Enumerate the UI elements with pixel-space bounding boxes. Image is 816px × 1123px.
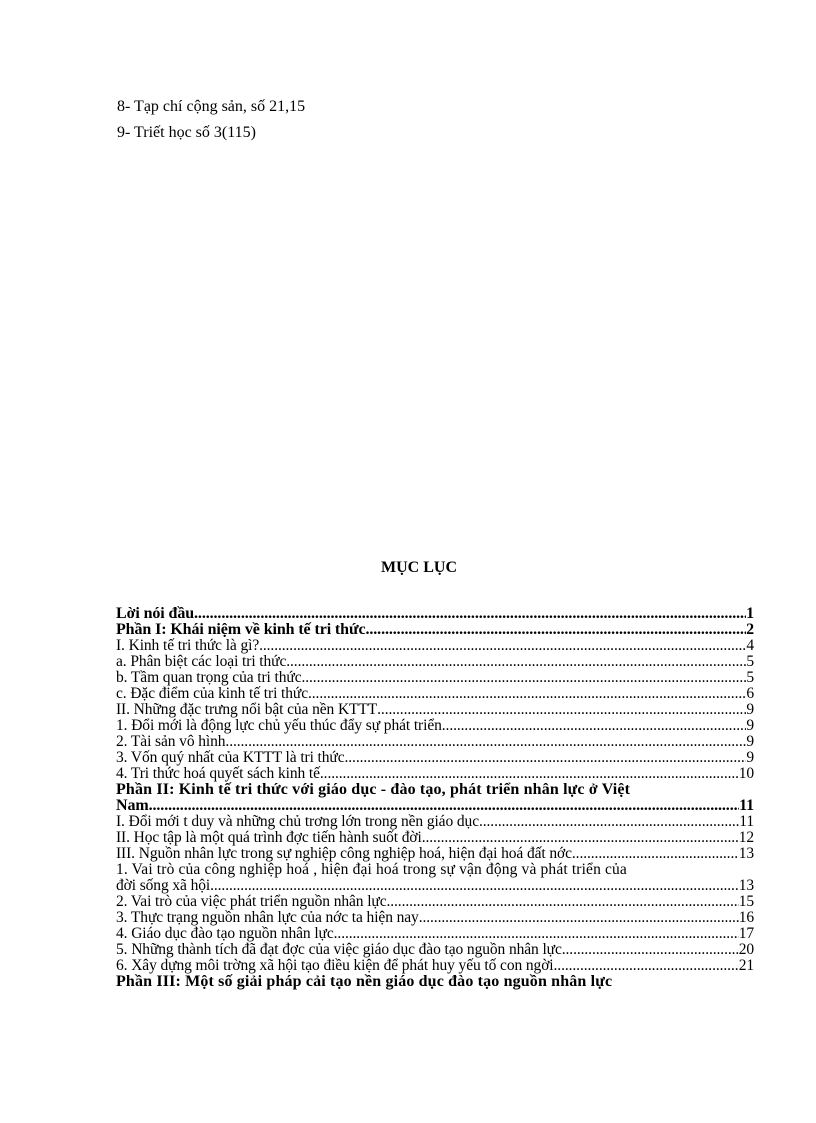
toc-dot-leader <box>442 718 747 734</box>
toc-entry <box>116 798 754 814</box>
toc-entry-page: 20 <box>738 942 754 958</box>
toc-dot-leader <box>377 702 746 718</box>
toc-entry-page: 2 <box>746 622 754 638</box>
toc-dot-leader <box>479 814 739 830</box>
toc-entry-label: Phần I: Khái niệm về kinh tế tri thức <box>116 622 366 638</box>
toc-entry-page: 11 <box>739 814 754 830</box>
toc-dot-leader <box>572 846 739 862</box>
toc-entry-label: Phần III: Một số giải pháp cải tạo nền giáo dục đào tạo nguồn nhân lực <box>116 974 613 990</box>
toc-entry <box>116 654 754 670</box>
toc-entry-label: 4. Tri thức hoá quyết sách kinh tế <box>116 766 320 782</box>
toc-entry-page: 12 <box>738 830 754 846</box>
toc-entry <box>116 974 754 990</box>
toc-dot-leader <box>345 750 747 766</box>
toc-entry-label: c. Đặc điểm của kinh tế tri thức <box>116 686 308 702</box>
toc-entry-page: 9 <box>746 734 754 750</box>
toc-entry-page: 10 <box>738 766 754 782</box>
toc-dot-leader <box>386 894 738 910</box>
toc-entry <box>116 638 754 654</box>
toc-entry-page: 9 <box>746 750 754 766</box>
table-of-contents <box>116 606 754 990</box>
toc-dot-leader <box>334 926 739 942</box>
toc-entry-page: 15 <box>738 894 754 910</box>
toc-entry-label: 2. Tài sản vô hình <box>116 734 226 750</box>
toc-dot-leader <box>225 734 746 750</box>
toc-title: MỤC LỤC <box>381 559 457 576</box>
toc-entry-page: 17 <box>738 926 754 942</box>
toc-entry-label: 5. Những thành tích đã đạt đợc của việc giáo dục đào tạo nguồn nhân lực <box>116 942 562 958</box>
toc-entry <box>116 862 754 878</box>
toc-entry-label: 2. Vai trò của việc phát triển nguồn nhân lực <box>116 894 387 910</box>
reference-item-8: 8- Tạp chí cộng sản, số 21,15 <box>117 98 306 115</box>
toc-entry-label: a. Phân biệt các loại tri thức <box>116 654 287 670</box>
toc-entry-page: 5 <box>746 670 754 686</box>
toc-entry-label: 3. Vốn quý nhất của KTTT là tri thức <box>116 750 345 766</box>
toc-entry-label: I. Kinh tế tri thức là gì? <box>116 638 260 654</box>
toc-entry <box>116 958 754 974</box>
toc-dot-leader <box>422 830 739 846</box>
toc-entry-page: 16 <box>738 910 754 926</box>
toc-entry-label: 1. Đổi mới là động lực chủ yếu thúc đẩy sự phát triển <box>116 718 442 734</box>
toc-entry-page: 11 <box>739 798 754 814</box>
toc-dot-leader <box>286 654 746 670</box>
toc-dot-leader <box>562 942 739 958</box>
toc-dot-leader <box>259 638 746 654</box>
toc-dot-leader <box>320 766 739 782</box>
toc-entry-page: 21 <box>738 958 754 974</box>
toc-entry-page: 9 <box>746 702 754 718</box>
toc-entry <box>116 782 754 798</box>
toc-entry-page: 1 <box>746 606 754 622</box>
toc-entry-label: II. Học tập là một quá trình đợc tiến hành suốt đời <box>116 830 422 846</box>
toc-entry-label: I. Đổi mới t duy và những chủ trơng lớn trong nền giáo dục <box>116 814 479 830</box>
toc-dot-leader <box>149 798 739 814</box>
toc-entry <box>116 750 754 766</box>
toc-entry <box>116 878 754 894</box>
toc-dot-leader <box>308 686 746 702</box>
toc-entry-label: 4. Giáo dục đào tạo nguồn nhân lực <box>116 926 334 942</box>
toc-entry-label: 6. Xây dựng môi trờng xã hội tạo điều kiện để phát huy yếu tố con ngời <box>116 958 554 974</box>
toc-entry-label: III. Nguồn nhân lực trong sự nghiệp công nghiệp hoá, hiện đại hoá đất nớc <box>116 846 572 862</box>
toc-entry <box>116 894 754 910</box>
toc-entry-label: 1. Vai trò của công nghiệp hoá , hiện đại hoá trong sự vận động và phát triển của <box>116 862 627 878</box>
toc-entry <box>116 686 754 702</box>
toc-dot-leader <box>554 958 739 974</box>
reference-item-9: 9- Triết học số 3(115) <box>117 124 256 141</box>
toc-entry-label: Lời nói đầu <box>116 606 195 622</box>
toc-entry <box>116 734 754 750</box>
toc-entry-page: 9 <box>746 718 754 734</box>
toc-entry-page: 13 <box>738 878 754 894</box>
toc-entry-page: 5 <box>746 654 754 670</box>
toc-entry <box>116 830 754 846</box>
toc-entry <box>116 910 754 926</box>
toc-entry <box>116 702 754 718</box>
toc-entry-label: II. Những đặc trưng nổi bật của nền KTTT <box>116 702 378 718</box>
toc-entry-page: 13 <box>738 846 754 862</box>
toc-entry <box>116 846 754 862</box>
toc-entry-label: đời sống xã hội <box>116 878 211 894</box>
toc-dot-leader <box>419 910 739 926</box>
toc-entry <box>116 606 754 622</box>
toc-entry-label: Nam <box>116 798 149 814</box>
toc-entry <box>116 942 754 958</box>
reference-list <box>117 98 717 150</box>
toc-entry-page: 4 <box>746 638 754 654</box>
toc-entry <box>116 926 754 942</box>
toc-entry <box>116 718 754 734</box>
toc-entry-label: Phần II: Kinh tế tri thức với giáo dục - đào tạo, phát triển nhân lực ở Việt <box>116 782 631 798</box>
toc-dot-leader <box>365 622 746 638</box>
toc-entry <box>116 622 754 638</box>
toc-entry-label: 3. Thực trạng nguồn nhân lực của nớc ta hiện nay <box>116 910 419 926</box>
toc-dot-leader <box>210 878 739 894</box>
toc-entry-label: b. Tầm quan trọng của tri thức <box>116 670 302 686</box>
toc-dot-leader <box>194 606 746 622</box>
toc-entry <box>116 766 754 782</box>
toc-dot-leader <box>301 670 746 686</box>
toc-entry-page: 6 <box>746 686 754 702</box>
toc-entry <box>116 814 754 830</box>
toc-entry <box>116 670 754 686</box>
